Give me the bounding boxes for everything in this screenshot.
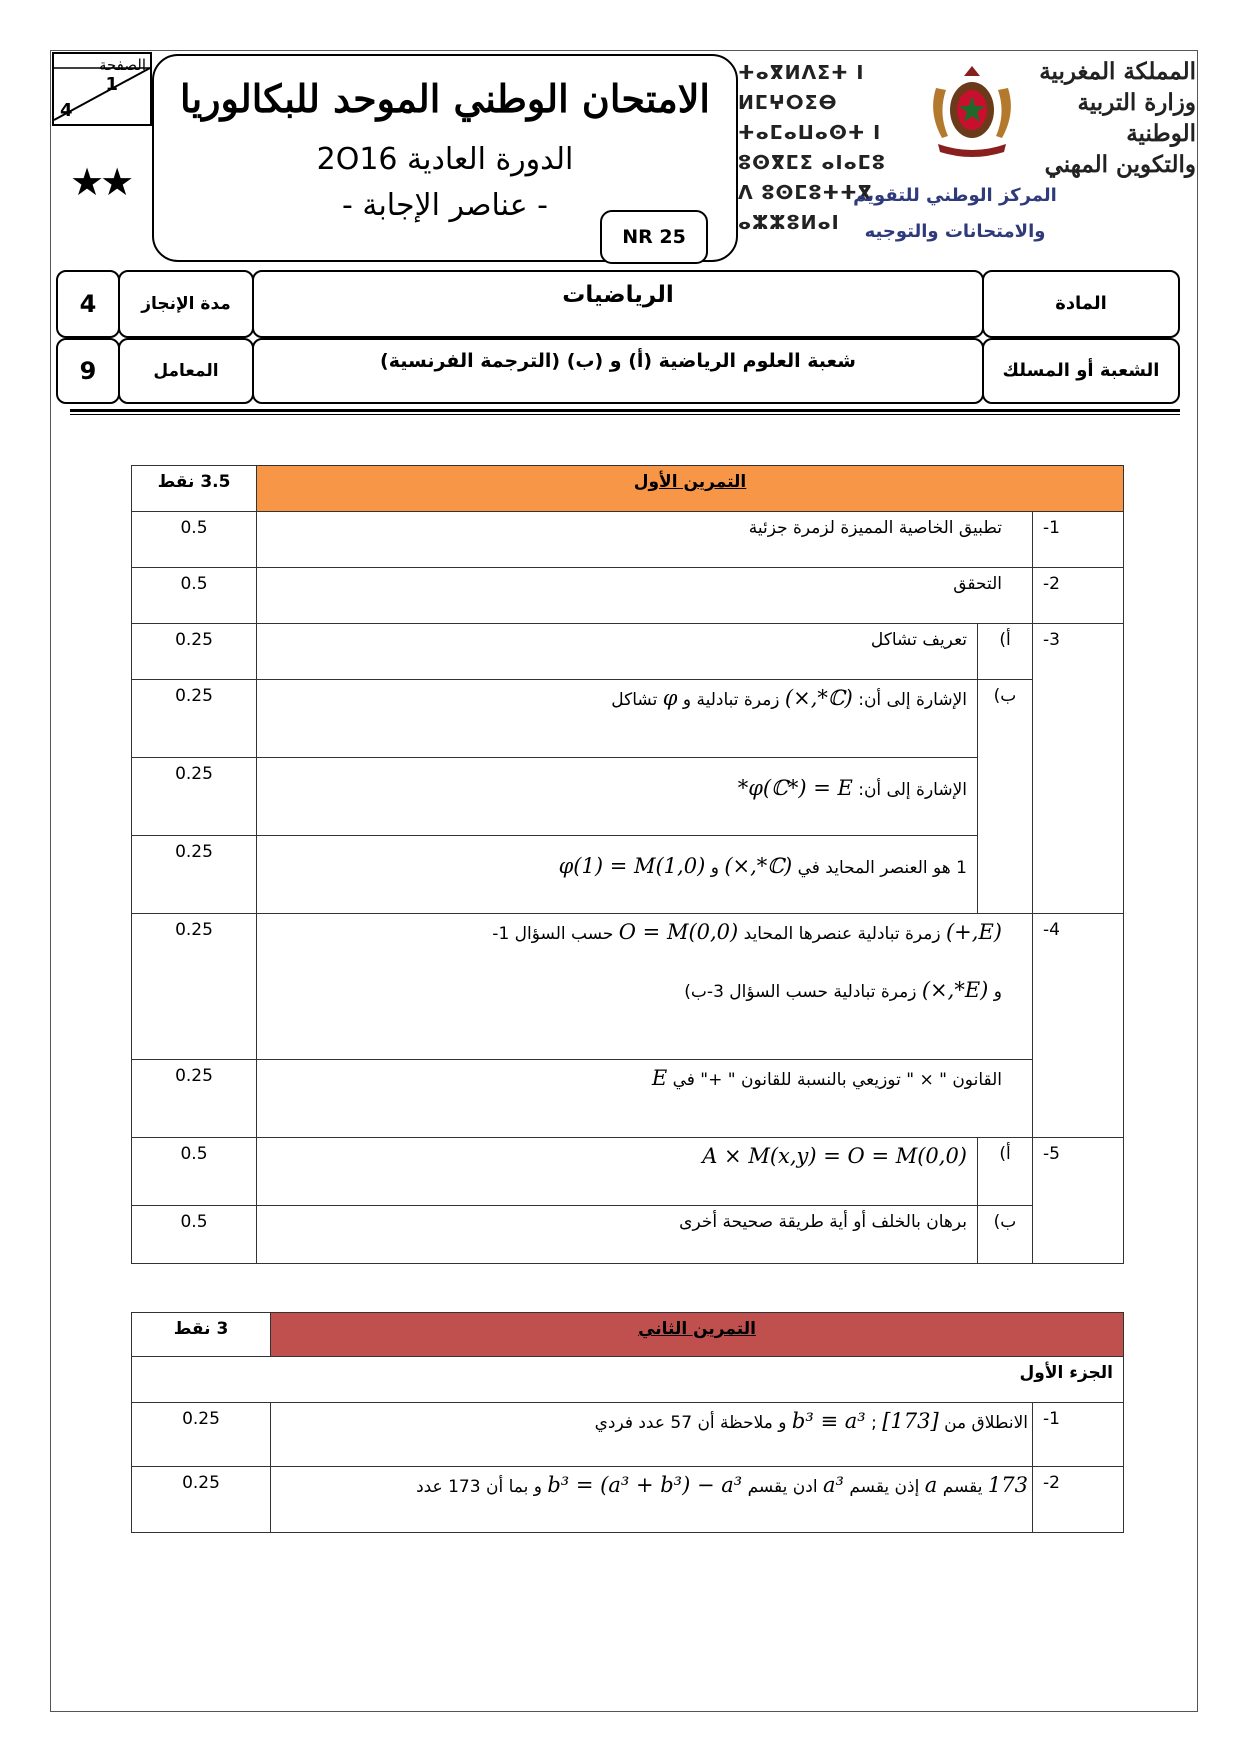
answer-text-part: تشاكل — [611, 690, 658, 710]
answer-text-part: 1 هو العنصر المحايد في — [797, 858, 967, 878]
duration-label-box — [118, 270, 254, 338]
question-number: 2- — [1033, 568, 1124, 624]
answer-text-part: زمرة تبادلية حسب السؤال 3-ب) — [684, 982, 917, 1002]
sub-question: أ) — [978, 1138, 1033, 1206]
math-expression: φ — [662, 686, 678, 710]
coef-label: المعامل — [153, 361, 219, 381]
answer-text: برهان بالخلف أو أية طريقة صحيحة أخرى — [257, 1206, 978, 1264]
answer-text-part: الإشارة إلى أن: — [858, 690, 967, 710]
score: 0.25 — [132, 624, 257, 680]
answer-line — [267, 978, 1002, 1002]
exercise1-table — [131, 465, 1124, 1264]
answer-text: تعريف تشاكل — [257, 624, 978, 680]
table-row — [132, 512, 1124, 568]
subject-label-box — [982, 270, 1180, 338]
score: 0.25 — [132, 836, 257, 914]
difficulty-stars: ★★ — [70, 160, 131, 204]
exam-title: الامتحان الوطني الموحد للبكالوريا — [180, 76, 710, 121]
answer-text-part: الإشارة إلى أن: — [858, 780, 967, 800]
answer-text-part: الانطلاق من — [944, 1413, 1028, 1433]
coef-value-box — [56, 338, 120, 404]
subject-label: المادة — [1055, 293, 1107, 314]
center-line-1: المركز الوطني للتقويم — [853, 185, 1057, 206]
table-row — [132, 1138, 1124, 1206]
page-number-box — [52, 52, 152, 126]
answer-text-part: حسب السؤال 1- — [492, 924, 614, 944]
answer-line — [267, 920, 1002, 944]
answer-text-part: يقسم — [942, 1477, 983, 1497]
evaluation-center-name — [840, 178, 1070, 250]
tifinagh-line-2: ⵜⴰⵎⴰⵡⴰⵙⵜ ⵏ ⵓⵙⴳⵎⵉ ⴰⵏⴰⵎⵓ — [738, 122, 886, 174]
math-expression: a — [924, 1473, 938, 1497]
answer-line — [267, 776, 967, 800]
exercise2-table — [131, 1312, 1124, 1533]
math-expression: b³ = (a³ + b³) − a³ — [547, 1473, 743, 1497]
answer-text — [257, 758, 978, 836]
math-expression: (ℂ*,×) — [724, 854, 793, 878]
math-expression: a³ — [822, 1473, 844, 1497]
table-row — [132, 1403, 1124, 1467]
ministry-name — [1010, 56, 1196, 180]
tifinagh-line-1: ⵜⴰⴳⵍⴷⵉⵜ ⵏ ⵍⵎⵖⵔⵉⴱ — [738, 62, 865, 114]
sub-question: ب) — [978, 680, 1033, 914]
page-total: 4 — [60, 100, 73, 121]
question-number: 1- — [1033, 1403, 1124, 1467]
table-row — [132, 624, 1124, 680]
score: 0.5 — [132, 512, 257, 568]
exercise2-title: التمرين الثاني — [271, 1313, 1124, 1357]
exercise2-points: 3 نقط — [132, 1313, 271, 1357]
answer-text-part: و — [993, 982, 1002, 1002]
answer-text: الانطلاق من [173] ; b³ ≡ a³ و ملاحظة أن 57 عدد فردي — [271, 1403, 1033, 1467]
table-row — [132, 1206, 1124, 1264]
table-row — [132, 568, 1124, 624]
answer-text: تطبيق الخاصية المميزة لزمرة جزئية — [257, 512, 1033, 568]
math-expression: O = M(0,0) — [618, 920, 739, 944]
table-row — [132, 1357, 1124, 1403]
duration-value-box — [56, 270, 120, 338]
score: 0.25 — [132, 914, 257, 1060]
math-expression: E — [651, 1066, 668, 1090]
answer-text — [257, 914, 1033, 1060]
question-number: 5- — [1033, 1138, 1124, 1264]
score: 0.25 — [132, 758, 257, 836]
answer-text — [257, 836, 978, 914]
math-expression: b³ ≡ a³ — [791, 1409, 866, 1433]
table-row — [132, 914, 1124, 1060]
answer-line — [267, 854, 967, 878]
branch-label: الشعبة أو المسلك — [1002, 360, 1160, 381]
answer-text-part: زمرة تبادلية و — [682, 690, 780, 710]
coef-label-box — [118, 338, 254, 404]
answer-text-part: و — [710, 858, 719, 878]
exercise1-title: التمرين الأول — [257, 466, 1124, 512]
question-number: 4- — [1033, 914, 1124, 1138]
table-row — [132, 836, 1124, 914]
kingdom-line-1: المملكة المغربية — [1039, 58, 1196, 85]
math-expression: φ(ℂ*) = E* — [737, 776, 853, 800]
score: 0.25 — [132, 680, 257, 758]
table-row — [132, 758, 1124, 836]
answer-text — [257, 1060, 1033, 1138]
answer-text — [257, 1138, 978, 1206]
tifinagh-line-3: ⴷ ⵓⵙⵎⵓⵜⵜⴳ ⴰⵣⵣⵓⵍⴰⵏ — [738, 182, 873, 234]
branch-label-box — [982, 338, 1180, 404]
answer-text-part: القانون " × " توزيعي بالنسبة للقانون " +" في — [672, 1070, 1002, 1090]
question-number: 2- — [1033, 1467, 1124, 1533]
duration-value: 4 — [79, 290, 97, 318]
question-number: 3- — [1033, 624, 1124, 914]
score: 0.25 — [132, 1060, 257, 1138]
exercise1-header — [132, 466, 1124, 512]
math-expression: (E*,×) — [921, 978, 989, 1002]
exercise2-header — [132, 1313, 1124, 1357]
page-label: الصفحة — [98, 56, 146, 74]
part-title: الجزء الأول — [132, 1357, 1124, 1403]
answer-text: التحقق — [257, 568, 1033, 624]
math-expression: (ℂ*,×) — [784, 686, 853, 710]
math-expression: φ(1) = M(1,0) — [558, 854, 706, 878]
math-expression: 173 — [987, 1473, 1028, 1497]
center-line-2: والامتحانات والتوجيه — [864, 221, 1046, 242]
subject-value-box — [252, 270, 984, 338]
score: 0.25 — [132, 1467, 271, 1533]
exercise1-points: 3.5 نقط — [132, 466, 257, 512]
header-rule — [70, 409, 1180, 415]
answer-text-part: إذن يقسم — [849, 1477, 920, 1497]
question-number: 1- — [1033, 512, 1124, 568]
kingdom-line-3: والتكوين المهني — [1044, 151, 1196, 178]
answer-text-part: و بما أن 173 عدد — [416, 1477, 542, 1497]
table-row — [132, 680, 1124, 758]
math-expression: (E,+) — [945, 920, 1002, 944]
score: 0.25 — [132, 1403, 271, 1467]
answer-text — [257, 680, 978, 758]
branch-value-box — [252, 338, 984, 404]
duration-label: مدة الإنجاز — [141, 294, 231, 314]
sub-question: أ) — [978, 624, 1033, 680]
table-row — [132, 1060, 1124, 1138]
math-expression: A × M(x,y) = O = M(0,0) — [702, 1144, 967, 1168]
math-expression: [173] — [882, 1409, 939, 1433]
answer-text-part: و ملاحظة أن 57 عدد فردي — [594, 1413, 787, 1433]
sub-question: ب) — [978, 1206, 1033, 1264]
score: 0.5 — [132, 1138, 257, 1206]
answer-text-part: زمرة تبادلية عنصرها المحايد — [743, 924, 941, 944]
branch-value: شعبة العلوم الرياضية (أ) و (ب) (الترجمة الفرنسية) — [380, 350, 856, 372]
coef-value: 9 — [79, 357, 97, 385]
exam-code: NR 25 — [600, 210, 708, 264]
score: 0.5 — [132, 1206, 257, 1264]
answer-text — [271, 1467, 1033, 1533]
page-current: 1 — [105, 74, 118, 95]
score: 0.5 — [132, 568, 257, 624]
answer-elements-title: - عناصر الإجابة - — [342, 188, 548, 223]
exam-session: الدورة العادية 2O16 — [316, 142, 574, 177]
answer-text-part: ادن يقسم — [747, 1477, 818, 1497]
table-row — [132, 1467, 1124, 1533]
subject-value: الرياضيات — [562, 282, 674, 308]
kingdom-line-2: وزارة التربية الوطنية — [1077, 89, 1196, 147]
